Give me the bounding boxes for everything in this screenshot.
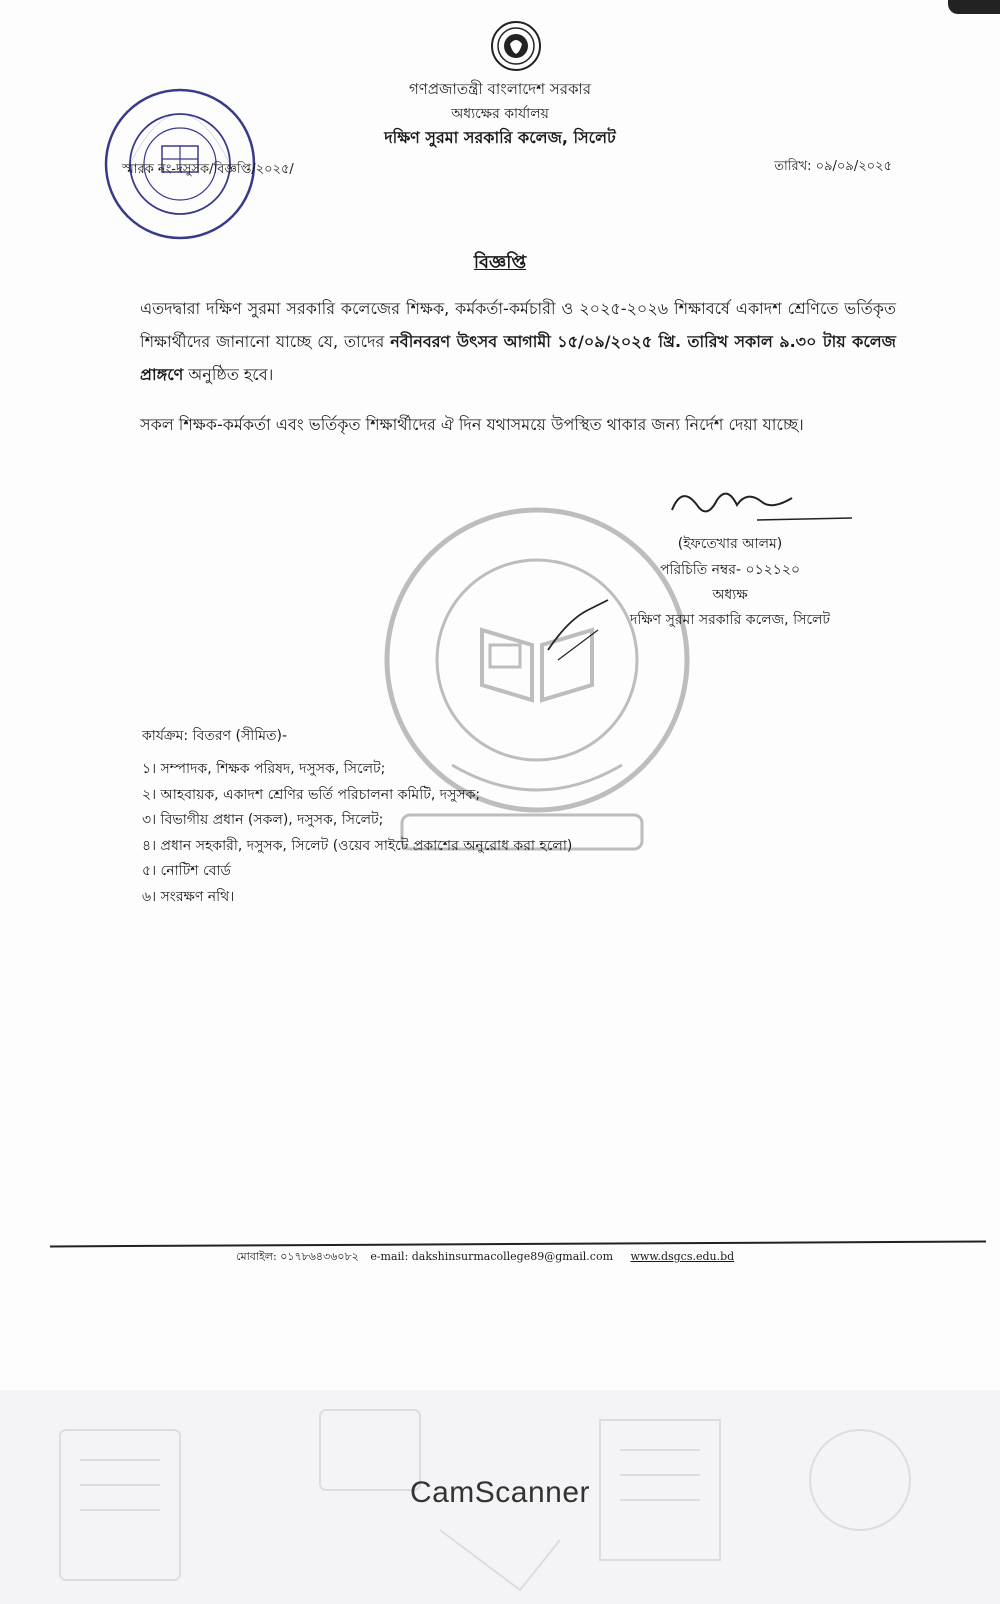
- memo-number: স্মারক নং-দসুসক/বিজ্ঞপ্তি/২০২৫/: [122, 162, 294, 177]
- distribution-item: ৫। নোটিশ বোর্ড: [142, 863, 231, 879]
- footer-contact: [236, 1248, 734, 1267]
- office-heading: অধ্যক্ষের কার্যালয়: [451, 106, 549, 122]
- camscanner-brand: CamScanner: [409, 1476, 591, 1509]
- government-heading: গণপ্রজাতন্ত্রী বাংলাদেশ সরকার: [408, 80, 592, 98]
- footer-mobile: মোবাইল: ০১৭৮৬৪৩৬০৮২: [236, 1250, 359, 1263]
- distribution-item: ৪। প্রধান সহকারী, দসুসক, সিলেট (ওয়েব সাইটে প্রকাশের অনুরোধ করা হলো): [142, 838, 573, 854]
- notice-title: [0, 248, 1000, 279]
- distribution-item: ১। সম্পাদক, শিক্ষক পরিষদ, দসুসক, সিলেট;: [142, 761, 386, 777]
- distribution-item: ২। আহবায়ক, একাদশ শ্রেণির ভর্তি পরিচালনা কমিটি, দসুসক;: [142, 787, 481, 803]
- footer-divider: [50, 1241, 986, 1248]
- distribution-heading: কার্যক্রম: বিতরণ (সীমিত)-: [142, 728, 287, 744]
- signatory-designation: অধ্যক্ষ: [712, 587, 748, 603]
- signatory-institution: দক্ষিণ সুরমা সরকারি কলেজ, সিলেট: [629, 612, 831, 628]
- notice-paragraph-1: [140, 292, 896, 391]
- paragraph1-part1: এতদদ্বারা দক্ষিণ সুরমা সরকারি কলেজের শিক্ষক, কর্মকর্তা-কর্মচারী ও ২০২৫-২০২৬ শিক্ষাবর্ষে একাদশ শ্রেণিতে ভর্তিকৃত শিক্ষার্থীদের জানানো যাচ্ছে যে, তাদের: [140, 299, 896, 351]
- paragraph1-bold: নবীনবরণ উৎসব আগামী ১৫/০৯/২০২৫ খ্রি. তারিখ সকাল ৯.৩০ টায় কলেজ প্রাঙ্গণে: [140, 332, 896, 384]
- footer-website-link[interactable]: www.dsgcs.edu.bd: [630, 1250, 735, 1263]
- distribution-item: ৩। বিভাগীয় প্রধান (সকল), দসুসক, সিলেট;: [142, 812, 384, 828]
- signatory-id: পরিচিতি নম্বর- ০১২১২০: [659, 562, 801, 578]
- scan-edge-mark: [948, 0, 1000, 14]
- notice-title-text: বিজ্ঞপ্তি: [473, 252, 527, 273]
- paragraph1-part2: অনুষ্ঠিত হবে।: [188, 365, 274, 384]
- principal-signature-graphic: [662, 480, 902, 540]
- distribution-item: ৬। সংরক্ষণ নথি।: [142, 889, 235, 905]
- notice-paragraph-2: সকল শিক্ষক-কর্মকর্তা এবং ভর্তিকৃত শিক্ষার্থীদের ঐ দিন যথাসময়ে উপস্থিত থাকার জন্য নির্দেশ দেয়া যাচ্ছে।: [140, 415, 804, 434]
- government-emblem-icon: [490, 20, 542, 72]
- footer-email: e-mail: dakshinsurmacollege89@gmail.com: [370, 1250, 613, 1263]
- notice-date: তারিখ: ০৯/০৯/২০২৫: [774, 159, 892, 174]
- college-heading: দক্ষিণ সুরমা সরকারি কলেজ, সিলেট: [384, 128, 616, 147]
- signatory-name: (ইফতেখার আলম): [677, 536, 783, 552]
